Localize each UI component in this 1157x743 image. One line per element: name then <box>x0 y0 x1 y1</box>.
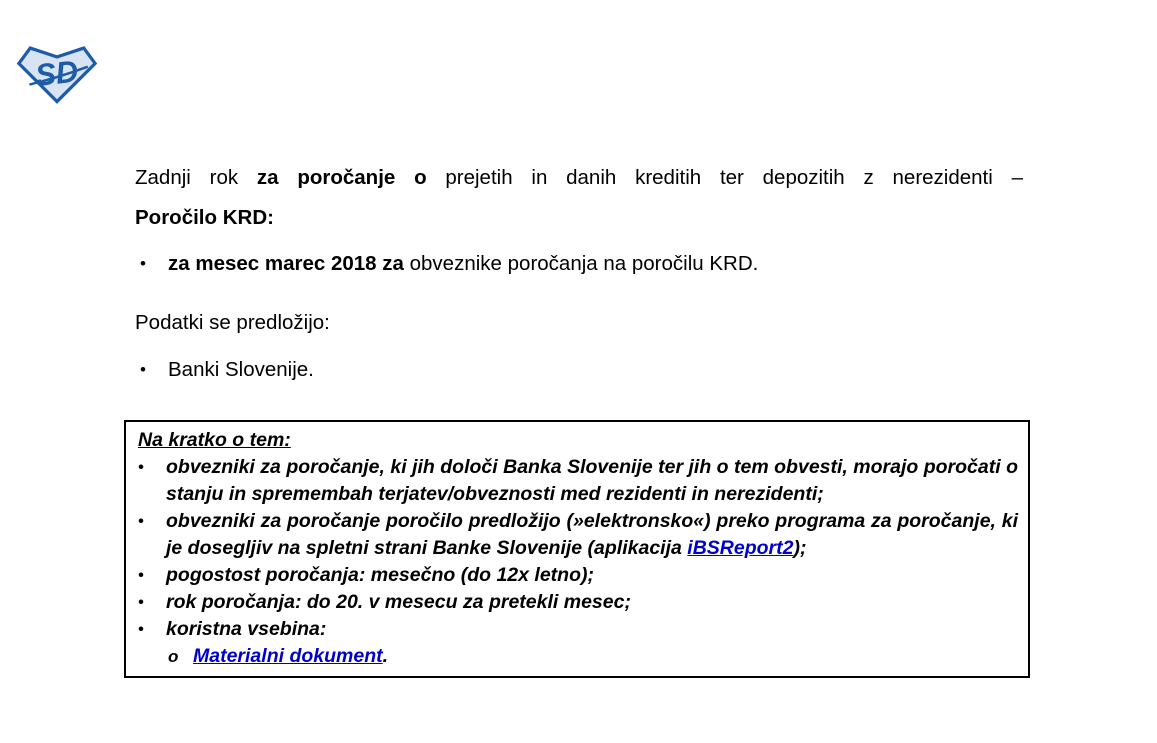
info-bullet-obligors: obvezniki za poročanje, ki jih določi Banka Slovenije ter jih o tem obvesti, morajo poročati o stanju in spremembah terjatev/obveznosti med rezidenti in nerezidenti; <box>166 456 1018 505</box>
info-bullet-submission-method <box>166 508 1018 562</box>
info-bullet-useful-content: koristna vsebina: <box>166 618 327 640</box>
bullet-icon: • <box>138 459 144 476</box>
list-item <box>138 562 1018 589</box>
material-document-line <box>193 643 388 670</box>
list-item <box>138 616 1018 643</box>
bullet-icon: • <box>138 594 144 611</box>
heading-line1 <box>135 166 1023 190</box>
info-bullet-text: obvezniki za poročanje poročilo predložijo (»elektronsko«) preko programa za poročanje, ki je dosegljiv na spletni strani Banke Slovenije (aplikacija <box>166 510 1018 559</box>
submission-label: Podatki se predložijo: <box>135 311 330 334</box>
submission-bullet-text: Banki Slovenije. <box>168 358 314 381</box>
circle-bullet-icon: o <box>168 647 179 666</box>
info-bullet-deadline: rok poročanja: do 20. v mesecu za pretekli mesec; <box>166 591 631 613</box>
heading-segment-regular: prejetih in danih kreditih ter depozitih z nerezidenti – <box>426 166 1023 189</box>
heading-segment-bold: za poročanje o <box>256 166 427 189</box>
info-bullet-frequency: pogostost poročanja: mesečno (do 12x letno); <box>166 564 594 586</box>
ibsreport2-link[interactable]: iBSReport2 <box>687 537 794 559</box>
intro-bullet-text <box>168 251 758 276</box>
intro-bullet-regular: obveznike poročanja na poročilu KRD. <box>403 252 759 275</box>
intro-bullet-item <box>140 251 1030 276</box>
list-item <box>138 589 1018 616</box>
sub-bullet-period: . <box>382 645 389 667</box>
info-bullet-text: ); <box>793 537 807 559</box>
material-document-link[interactable]: Materialni dokument <box>193 645 383 667</box>
bullet-icon: • <box>138 621 144 638</box>
submission-bullet-item <box>140 357 1030 382</box>
bullet-icon: • <box>138 513 144 530</box>
intro-bullet-bold: za mesec marec 2018 za <box>168 252 404 275</box>
info-box-title: Na kratko o tem: <box>138 429 291 451</box>
bullet-icon: • <box>140 254 146 273</box>
bullet-icon: • <box>140 360 146 379</box>
logo-letters: SD <box>33 53 80 93</box>
heading-line2: Poročilo KRD: <box>135 206 274 229</box>
sd-shield-logo <box>16 44 98 104</box>
list-item <box>138 454 1018 508</box>
sd-shield-logo-graphic <box>16 44 98 104</box>
info-box <box>124 420 1030 678</box>
list-item <box>138 508 1018 562</box>
heading-segment-regular: Zadnji rok <box>135 166 257 189</box>
bullet-icon: • <box>138 567 144 584</box>
sub-list-item <box>168 643 1018 670</box>
